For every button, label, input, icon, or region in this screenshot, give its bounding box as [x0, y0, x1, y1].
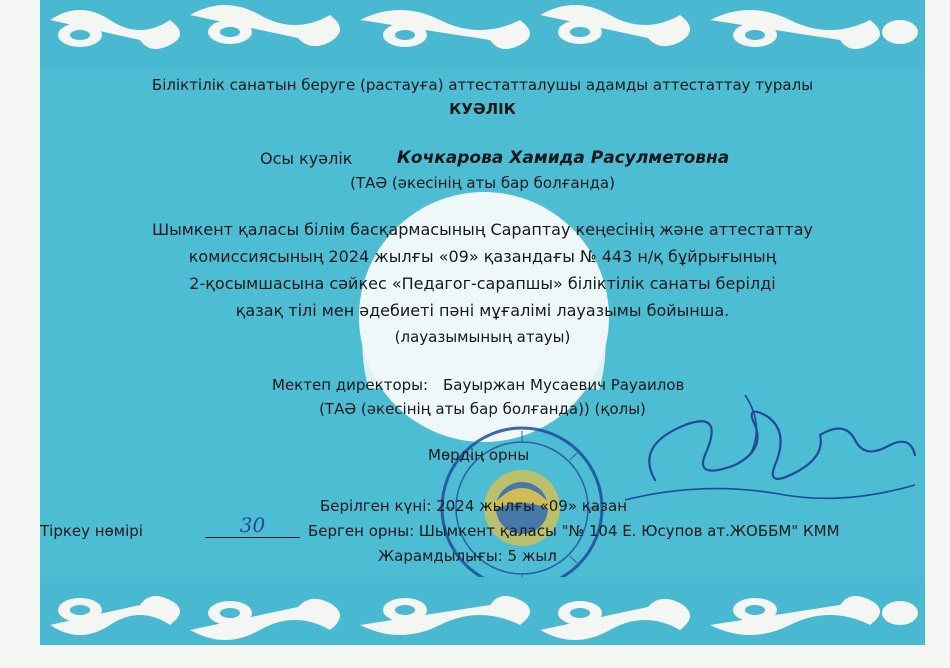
signature-note: (ТАӘ (әкесінің аты бар болғанда)) (қолы): [319, 400, 646, 418]
body-line: Шымкент қаласы білім басқармасының Сараптау кеңесінің және аттестаттау: [151, 220, 814, 239]
registration-label: Тіркеу нөмірі: [40, 522, 143, 540]
position-note: (лауазымының атауы): [394, 328, 571, 346]
body-line: 2-қосымшасына сәйкес «Педагог-сарапшы» біліктілік санаты берілді: [189, 274, 776, 293]
validity: Жарамдылығы: 5 жыл: [378, 547, 557, 565]
ornament-bottom: [40, 577, 925, 645]
registration-number: 30: [205, 516, 300, 538]
holder-name: Кочкарова Хамида Расулметовна: [397, 148, 730, 168]
fio-note: (ТАӘ (әкесінің аты бар болғанда): [350, 174, 615, 192]
body-line: қазақ тілі мен әдебиеті пәні мұғалімі лауазымы бойынша.: [235, 301, 730, 320]
certificate-panel: [40, 70, 925, 577]
director-label: Мектеп директоры:: [272, 376, 429, 394]
body-line: комиссиясының 2024 жылғы «09» қазандағы № 443 н/қ бұйрығының: [188, 247, 777, 266]
director-name: Бауыржан Мусаевич Рауаилов: [443, 376, 685, 394]
document-title: КУӘЛІК: [449, 100, 516, 118]
ornament-border-icon: [40, 577, 925, 645]
seal-place-label: Мөрдің орны: [428, 446, 530, 464]
ornament-border-icon: [40, 0, 925, 70]
title-line: Біліктілік санатын беруге (растауға) аттестатталушы адамды аттестаттау туралы: [151, 76, 814, 94]
issued-date: Берілген күні: 2024 жылғы «09» қазан: [320, 497, 628, 515]
ornament-top: [40, 0, 925, 70]
issuer: Берген орны: Шымкент қаласы "№ 104 Е. Юсупов ат.ЖОББМ" КММ: [308, 522, 840, 540]
handwritten-signature-icon: [615, 385, 925, 515]
intro-label: Осы куәлік: [260, 149, 353, 168]
